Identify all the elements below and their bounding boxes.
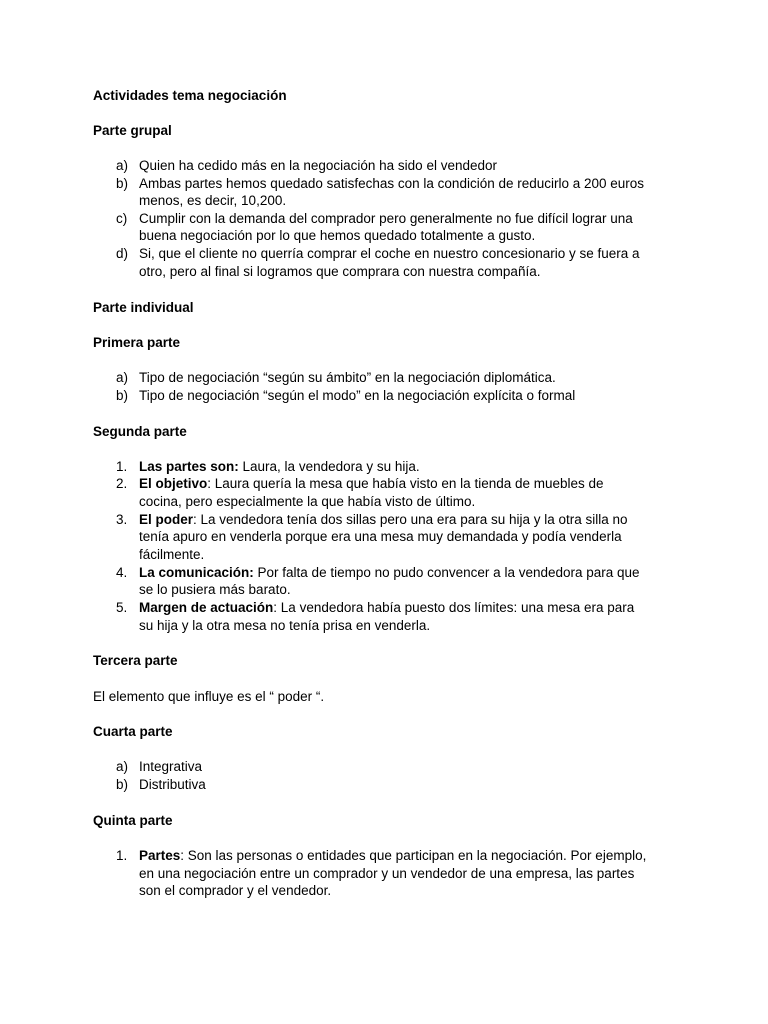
list-item-text: en una negociación entre un comprador y un vendedor de una empresa, las partes [139, 866, 635, 881]
list-marker: 2. [116, 476, 128, 491]
term-label: Margen de actuación [139, 600, 274, 615]
list-item-text: menos, es decir, 10,200. [139, 193, 287, 208]
list-marker: a) [116, 158, 129, 173]
list-item-text: Tipo de negociación “según su ámbito” en la negociación diplomática. [139, 370, 556, 385]
paragraph: El elemento que influye es el “ poder “. [93, 689, 325, 704]
list-item-text: se lo pusiera más barato. [139, 582, 291, 597]
heading-quinta-parte: Quinta parte [93, 813, 173, 828]
list-item-text: Cumplir con la demanda del comprador pero generalmente no fue difícil lograr una [139, 211, 633, 226]
heading-parte-individual: Parte individual [93, 300, 194, 315]
list-marker: 4. [116, 565, 128, 580]
list-item-text [139, 511, 628, 529]
list-marker: c) [116, 211, 128, 226]
heading-parte-grupal: Parte grupal [93, 123, 172, 138]
list-item-text: Distributiva [139, 777, 206, 792]
list-item-text: Tipo de negociación “según el modo” en la negociación explícita o formal [139, 388, 576, 403]
heading-tercera-parte: Tercera parte [93, 653, 178, 668]
term-label: Las partes son: [139, 459, 239, 474]
list-item-text: cocina, pero especialmente la que había visto de último. [139, 494, 476, 509]
list-marker: a) [116, 370, 129, 385]
list-item-text: Si, que el cliente no querría comprar el coche en nuestro concesionario y se fuera a [139, 246, 640, 261]
list-item-text: fácilmente. [139, 547, 205, 562]
list-item-text: tenía apuro en venderla porque era una mesa muy demandada y podía venderla [139, 529, 622, 544]
heading-cuarta-parte: Cuarta parte [93, 724, 173, 739]
list-item-text: Integrativa [139, 759, 203, 774]
list-marker: b) [116, 388, 129, 403]
list-marker: d) [116, 246, 129, 261]
list-item-text: otro, pero al final si logramos que comprara con nuestra compañía. [139, 264, 541, 279]
list-item-text: Ambas partes hemos quedado satisfechas con la condición de reducirlo a 200 euros [139, 176, 645, 191]
list-item-text: su hija y la otra mesa no tenía prisa en venderla. [139, 618, 431, 633]
list-item-text [139, 564, 640, 582]
list-item-text [139, 475, 604, 493]
term-description: : Laura quería la mesa que había visto en la tienda de muebles de [207, 476, 604, 491]
list-item-text [139, 847, 646, 865]
list-item-text: son el comprador y el vendedor. [139, 883, 332, 898]
term-label: Partes [139, 848, 181, 863]
list-item-text [139, 458, 420, 476]
list-item-text [139, 599, 634, 617]
list-marker: a) [116, 759, 129, 774]
term-label: El objetivo [139, 476, 208, 491]
term-description: Por falta de tiempo no pudo convencer a la vendedora para que [253, 565, 640, 580]
term-description: Laura, la vendedora y su hija. [238, 459, 420, 474]
term-label: La comunicación: [139, 565, 254, 580]
list-marker: 1. [116, 459, 128, 474]
list-item-text: buena negociación por lo que hemos quedado totalmente a gusto. [139, 228, 536, 243]
list-marker: 1. [116, 848, 128, 863]
term-description: : Son las personas o entidades que participan en la negociación. Por ejemplo, [180, 848, 647, 863]
list-marker: b) [116, 777, 129, 792]
document-title: Actividades tema negociación [93, 88, 287, 103]
list-item-text: Quien ha cedido más en la negociación ha sido el vendedor [139, 158, 497, 173]
heading-primera-parte: Primera parte [93, 335, 181, 350]
list-marker: b) [116, 176, 129, 191]
term-label: El poder [139, 512, 194, 527]
term-description: : La vendedora tenía dos sillas pero una era para su hija y la otra silla no [193, 512, 628, 527]
list-marker: 5. [116, 600, 128, 615]
heading-segunda-parte: Segunda parte [93, 424, 187, 439]
list-marker: 3. [116, 512, 128, 527]
term-description: : La vendedora había puesto dos límites: una mesa era para [273, 600, 635, 615]
